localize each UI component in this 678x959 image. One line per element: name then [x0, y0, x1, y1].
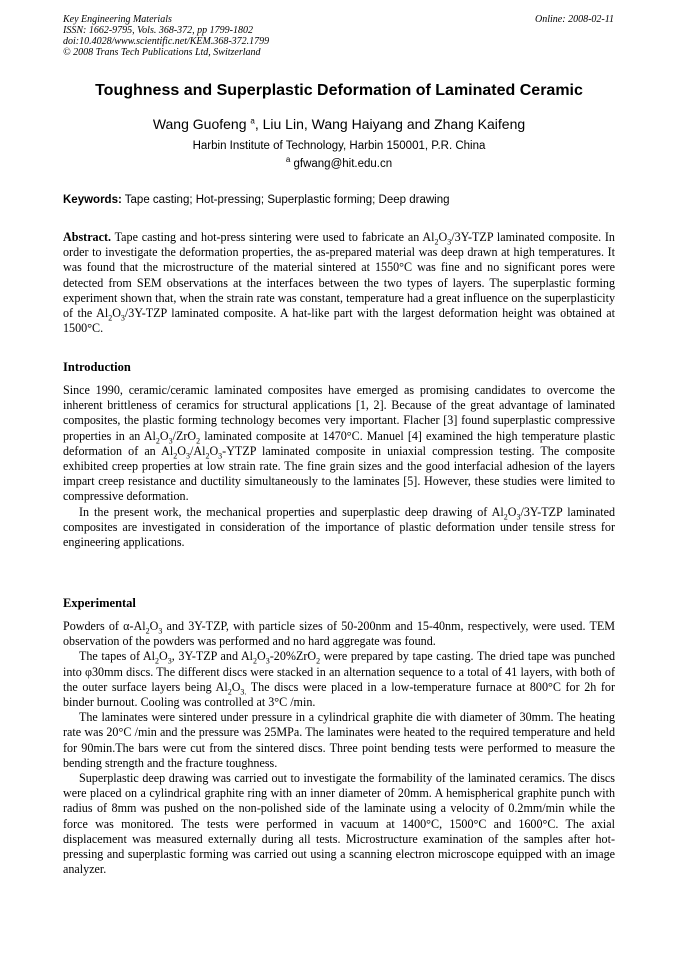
abstract-text: Tape casting and hot-press sintering were used to fabricate an Al [111, 230, 435, 244]
journal-name: Key Engineering Materials [63, 14, 172, 25]
subscript: 2 [155, 656, 160, 666]
paragraph [63, 505, 615, 551]
subscript: 2 [205, 451, 210, 461]
paragraph: The laminates were sintered under pressure in a cylindrical graphite die with diameter of 30mm. The heating rate was 20°C /min and the pressure was 25MPa. The laminates were heated to the required temperature and held for 90min.The bars were cut from the sintered discs. Three point bending tests were performed to measure the bending strength and the fracture toughness. [63, 710, 615, 770]
subscript: 2 [253, 656, 258, 666]
doi-line: doi:10.4028/www.scientific.net/KEM.368-372.1799 [63, 36, 270, 47]
author-list [0, 116, 678, 132]
subscript: 2 [155, 436, 160, 446]
keywords-text: Tape casting; Hot-pressing; Superplastic forming; Deep drawing [121, 194, 450, 206]
experimental-heading: Experimental [63, 596, 136, 610]
subscript: 3 [168, 436, 173, 446]
other-authors: , Liu Lin, Wang Haiyang and Zhang Kaifeng [254, 116, 526, 132]
paragraph [63, 619, 615, 649]
subscript: 3 [158, 626, 163, 636]
abstract [63, 230, 615, 336]
text: /ZrO [172, 428, 197, 443]
subscript: 2 [227, 687, 232, 697]
text: O [257, 649, 266, 664]
paper-title: Toughness and Superplastic Deformation of Laminated Ceramic [95, 82, 583, 99]
text: The tapes of Al [79, 649, 156, 664]
issn-line: ISSN: 1662-9795, Vols. 368-372, pp 1799-1802 [63, 25, 253, 36]
subscript: 2 [173, 451, 178, 461]
text: -20%ZrO [269, 649, 317, 664]
abstract-text: O [438, 230, 448, 244]
abstract-text: O [112, 306, 121, 321]
introduction-body [63, 383, 615, 550]
email-address: gfwang@hit.edu.cn [293, 158, 393, 170]
subscript: 3 [447, 237, 452, 247]
text: The discs were placed in a low-temperature furnace at 800°C for 2h for binder burnout. Cooling was controlled at 3°C /min. [63, 679, 615, 710]
subscript: 3 [167, 656, 172, 666]
subscript: 3 [265, 656, 270, 666]
text: In the present work, the mechanical properties and superplastic deep drawing of Al [79, 504, 504, 519]
subscript: 2 [196, 436, 201, 446]
subscript: 2 [145, 626, 150, 636]
keywords-label: Keywords: [63, 194, 122, 206]
text: O [507, 504, 517, 519]
paragraph: Superplastic deep drawing was carried out to investigate the formability of the laminated ceramics. The discs were placed on a cylindrical graphite ring with an inner diameter of 20mm. A hemispherical graphite punch with radius of 8mm was pushed on the non-polished side of the laminate using a velocity of 0.2mm/min while the force was monitored. The tests were performed in vacuum at 1400°C, 1500°C and 1600°C. The axial displacement was measured externally during all tests. Microstructure examination of the samples after hot-pressing and superplastic forming was carried out using a scanning electron microscope equipped with an image analyzer. [63, 771, 615, 877]
keywords [63, 194, 615, 206]
journal-header [63, 14, 269, 58]
text: and 3Y-TZP, with particle sizes of 50-200nm and 15-40nm, respectively, were used. TEM observation of the powders was performed and no hard aggregate was found. [63, 619, 615, 649]
text: /3Y-TZP laminated composites are investigated in consideration of the importance of plastic deformation under tensile stress for engineering applications. [63, 504, 615, 550]
paragraph [63, 383, 615, 505]
text: , 3Y-TZP and Al [171, 649, 254, 664]
text: O [159, 428, 169, 443]
subscript: 3 [218, 451, 223, 461]
paragraph [63, 649, 615, 710]
subscript: 2 [108, 313, 113, 323]
text: Since 1990, ceramic/ceramic laminated composites have emerged as promising candidates to overcome the inherent brittleness of ceramics for structural applications [1, 2]. Because of the great advantage of laminated composites, the plastic forming technology becomes very important. Flacher [3] found superplastic compressive properties in an Al [63, 383, 615, 443]
contact-email [0, 155, 678, 170]
text: laminated composite at 1470°C. Manuel [4] examined the high temperature plastic deformation of an Al [63, 428, 615, 458]
abstract-text: /3Y-TZP laminated composite. In order to investigate the deformation properties, the as-prepared material was deep drawn at high temperatures. It was found that the microstructure of the material sintered at 1550°C was fine and no significant pores were detected from SEM observations at the interfaces between the two types of layers. The superplastic forming experiment shown that, when the strain rate was constant, temperature had a great influence on the superplasticity of the Al [63, 230, 615, 321]
subscript: 3 [120, 313, 125, 323]
text: O [149, 619, 159, 633]
experimental-body [63, 619, 615, 877]
subscript: 3 [516, 512, 521, 522]
abstract-text: /3Y-TZP laminated composite. A hat-like part with the largest deformation height was obtained at 1500°C. [63, 306, 616, 336]
subscript: 3 [185, 451, 190, 461]
subscript: 3. [240, 687, 247, 697]
text: O [159, 649, 168, 664]
subscript: 2 [434, 237, 439, 247]
subscript: 2 [503, 512, 508, 522]
affiliation: Harbin Institute of Technology, Harbin 150001, P.R. China [192, 140, 486, 152]
abstract-paragraph [63, 230, 615, 336]
online-date: Online: 2008-02-11 [535, 14, 614, 25]
subscript: 2 [316, 656, 321, 666]
text: O [177, 443, 186, 458]
text: were prepared by tape casting. The dried tape was punched into φ30mm discs. The different discs were stacked in an alternation sequence to a total of 41 layers, with both of the outer surface layers being Al [63, 649, 615, 694]
text: /Al [189, 443, 206, 458]
introduction-heading: Introduction [63, 360, 131, 374]
text: Powders of α-Al [63, 619, 146, 633]
text: O [231, 679, 241, 694]
text: -YTZP laminated composite in uniaxial compression testing. The composite exhibited creep properties at low strain rate. The fine grain sizes and the good interfacial adhesion of the layers impart creep resistance and ductility simultaneously to the laminates [5]. However, these studies were limited to compressive deformation. [63, 443, 615, 504]
first-author: Wang Guofeng [152, 116, 247, 132]
abstract-label: Abstract. [63, 230, 112, 244]
email-mark: a [285, 155, 291, 165]
copyright-line: © 2008 Trans Tech Publications Ltd, Switzerland [63, 47, 261, 58]
text: O [209, 443, 219, 458]
author-affiliation-mark: a [250, 116, 255, 126]
